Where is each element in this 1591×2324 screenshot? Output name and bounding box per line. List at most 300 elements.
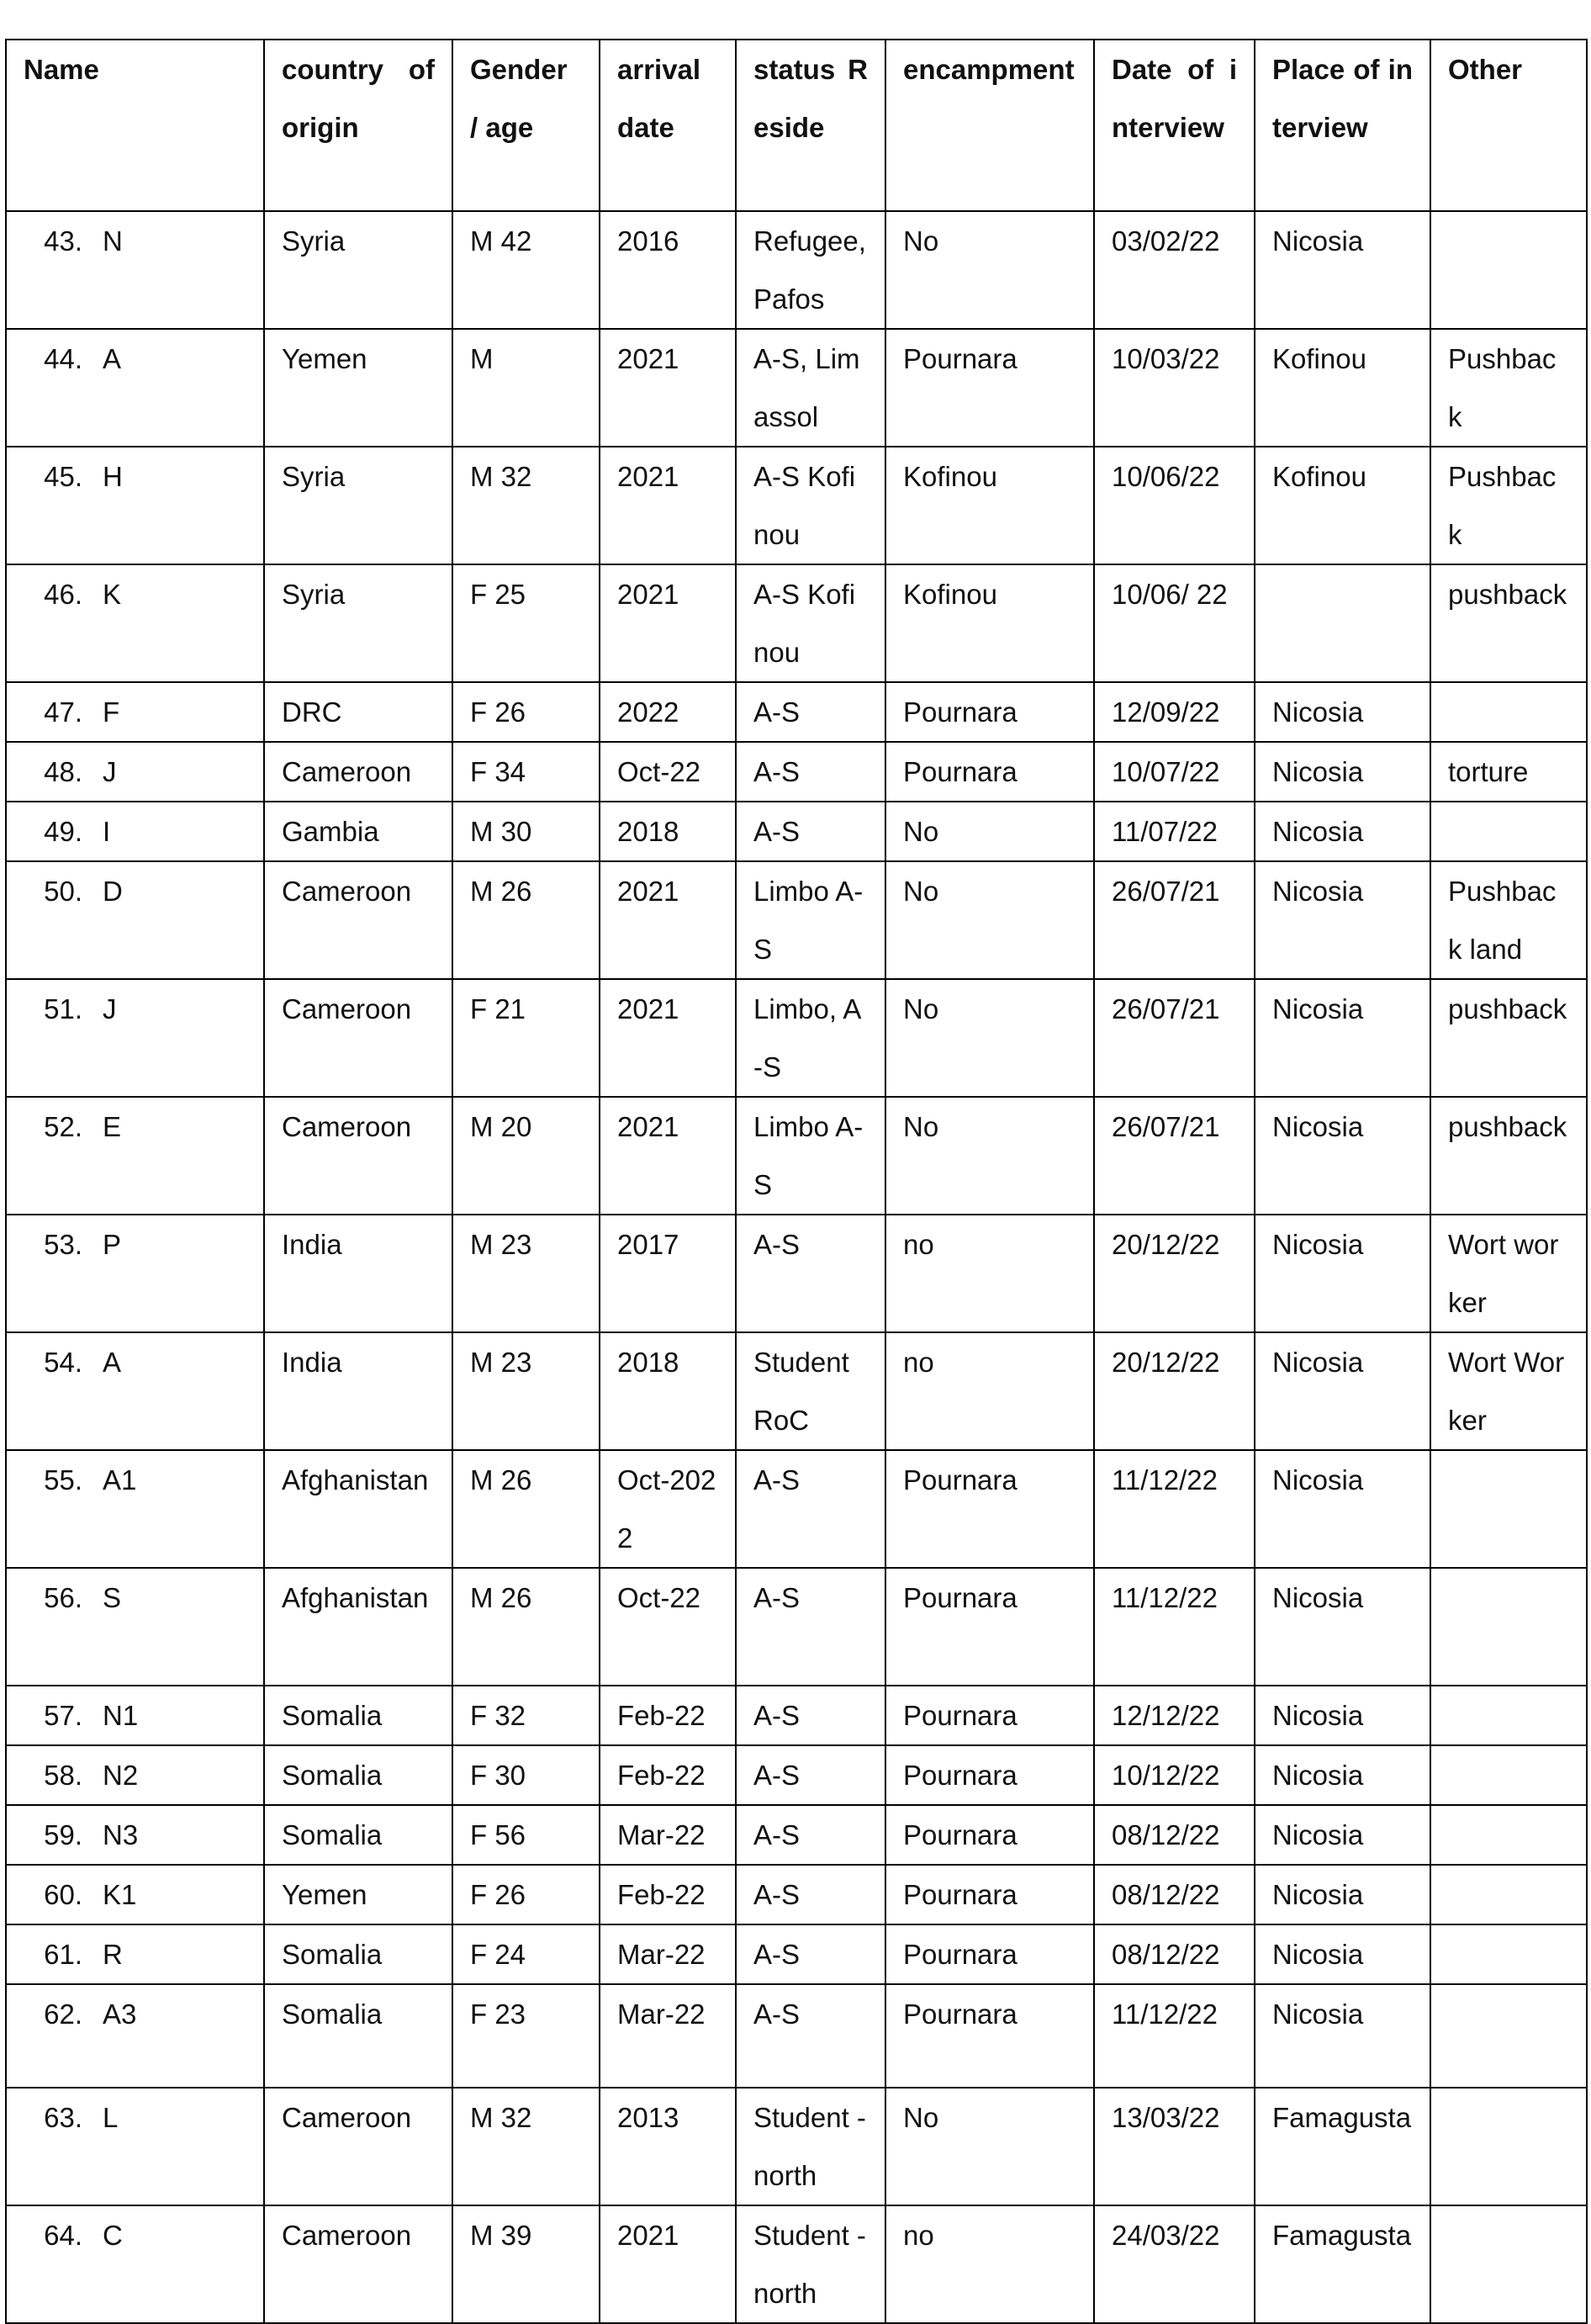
country-value: Gambia <box>282 816 379 847</box>
status-value: A-S Kofinou <box>753 579 856 668</box>
participant-name: C <box>103 2220 123 2251</box>
encampment-value: Pournara <box>903 696 1018 728</box>
cell-date-interview <box>1094 564 1255 682</box>
other-value: pushback <box>1448 1111 1567 1142</box>
cell-encampment <box>885 1924 1094 1984</box>
participant-name: J <box>103 756 117 787</box>
cell-place-interview <box>1255 447 1430 564</box>
row-number: 64. <box>44 2220 82 2251</box>
table-row <box>6 1450 1587 1568</box>
cell-encampment <box>885 682 1094 742</box>
country-value: Cameroon <box>282 1111 412 1142</box>
cell-gender-age <box>452 1745 600 1805</box>
gender-age-value: F 21 <box>470 993 526 1024</box>
participant-name: I <box>103 816 111 847</box>
cell-name <box>6 1568 264 1686</box>
encampment-value: Pournara <box>903 1464 1018 1496</box>
cell-name <box>6 802 264 861</box>
status-value: A-S <box>753 1229 801 1260</box>
country-value: Somalia <box>282 1760 383 1791</box>
row-number: 63. <box>44 2102 82 2133</box>
place-interview-value: Nicosia <box>1272 1700 1364 1731</box>
country-value: DRC <box>282 696 342 728</box>
cell-arrival <box>600 861 736 979</box>
encampment-value: Pournara <box>903 756 1018 787</box>
place-interview-value: Nicosia <box>1272 1760 1364 1791</box>
encampment-value: Pournara <box>903 1582 1018 1613</box>
country-value: Afghanistan <box>282 1582 429 1613</box>
other-value: pushback <box>1448 579 1567 610</box>
arrival-value: Mar-22 <box>617 1819 706 1850</box>
cell-other <box>1430 1097 1587 1215</box>
table-row <box>6 1097 1587 1215</box>
cell-other <box>1430 682 1587 742</box>
status-value: Limbo A-S <box>753 1111 864 1200</box>
gender-age-value: M 32 <box>470 461 532 492</box>
cell-encampment <box>885 861 1094 979</box>
status-value: Student - north <box>753 2220 875 2309</box>
cell-other <box>1430 329 1587 447</box>
cell-gender-age <box>452 2088 600 2205</box>
gender-age-value: M <box>470 343 494 374</box>
row-number: 53. <box>44 1229 82 1260</box>
cell-arrival <box>600 2205 736 2323</box>
arrival-value: Mar-22 <box>617 1998 706 2030</box>
table-row <box>6 447 1587 564</box>
cell-date-interview <box>1094 802 1255 861</box>
table-row <box>6 1332 1587 1450</box>
participant-name: A3 <box>103 1998 137 2030</box>
table-row <box>6 2088 1587 2205</box>
cell-country <box>264 742 452 802</box>
cell-country <box>264 329 452 447</box>
other-value: Wort worker <box>1448 1229 1559 1318</box>
row-number: 60. <box>44 1879 82 1910</box>
other-value: Wort Worker <box>1448 1347 1565 1436</box>
country-value: Afghanistan <box>282 1464 429 1496</box>
cell-other <box>1430 1215 1587 1332</box>
encampment-value: No <box>903 993 939 1024</box>
cell-other <box>1430 1745 1587 1805</box>
cell-other <box>1430 1332 1587 1450</box>
cell-date-interview <box>1094 1984 1255 2088</box>
cell-country <box>264 1745 452 1805</box>
date-interview-value: 20/12/22 <box>1112 1229 1220 1260</box>
cell-arrival <box>600 1568 736 1686</box>
place-interview-value: Nicosia <box>1272 1998 1364 2030</box>
country-value: Cameroon <box>282 993 412 1024</box>
cell-arrival <box>600 1686 736 1745</box>
table-row <box>6 979 1587 1097</box>
cell-date-interview <box>1094 1686 1255 1745</box>
encampment-value: Pournara <box>903 1700 1018 1731</box>
cell-gender-age <box>452 2205 600 2323</box>
row-number: 55. <box>44 1464 82 1496</box>
arrival-value: 2018 <box>617 816 679 847</box>
cell-other <box>1430 861 1587 979</box>
place-interview-value: Nicosia <box>1272 876 1364 907</box>
place-interview-value: Kofinou <box>1272 461 1366 492</box>
cell-name <box>6 564 264 682</box>
participant-name: A <box>103 1347 122 1378</box>
place-interview-value: Kofinou <box>1272 343 1366 374</box>
cell-other <box>1430 1805 1587 1865</box>
row-number: 48. <box>44 756 82 787</box>
cell-arrival <box>600 802 736 861</box>
country-value: Syria <box>282 461 346 492</box>
table-row <box>6 802 1587 861</box>
arrival-value: 2013 <box>617 2102 679 2133</box>
cell-gender-age <box>452 1686 600 1745</box>
arrival-value: 2021 <box>617 461 679 492</box>
row-number: 46. <box>44 579 82 610</box>
cell-date-interview <box>1094 1745 1255 1805</box>
cell-arrival <box>600 1924 736 1984</box>
cell-arrival <box>600 329 736 447</box>
cell-status <box>736 742 885 802</box>
status-value: A-S <box>753 1879 801 1910</box>
row-number: 56. <box>44 1582 82 1613</box>
country-value: Somalia <box>282 1998 383 2030</box>
cell-status <box>736 682 885 742</box>
cell-arrival <box>600 682 736 742</box>
date-interview-value: 11/12/22 <box>1112 1582 1218 1613</box>
cell-place-interview <box>1255 682 1430 742</box>
status-value: A-S <box>753 756 801 787</box>
cell-status <box>736 2088 885 2205</box>
participant-name: F <box>103 696 120 728</box>
encampment-value: No <box>903 225 939 257</box>
cell-place-interview <box>1255 1924 1430 1984</box>
cell-status <box>736 1924 885 1984</box>
arrival-value: 2021 <box>617 1111 679 1142</box>
arrival-value: Feb-22 <box>617 1879 706 1910</box>
cell-other <box>1430 2205 1587 2323</box>
header-other: Other <box>1430 40 1587 211</box>
place-interview-value: Nicosia <box>1272 696 1364 728</box>
cell-date-interview <box>1094 1865 1255 1924</box>
other-value: Pushback land <box>1448 876 1557 965</box>
cell-country <box>264 1097 452 1215</box>
gender-age-value: F 25 <box>470 579 526 610</box>
gender-age-value: M 23 <box>470 1347 532 1378</box>
cell-name <box>6 979 264 1097</box>
cell-name <box>6 329 264 447</box>
place-interview-value: Famagusta <box>1272 2220 1412 2251</box>
cell-gender-age <box>452 1097 600 1215</box>
gender-age-value: M 30 <box>470 816 532 847</box>
encampment-value: No <box>903 2102 939 2133</box>
gender-age-value: F 23 <box>470 1998 526 2030</box>
date-interview-value: 26/07/21 <box>1112 993 1220 1024</box>
header-date-interview: Date of interview <box>1094 40 1255 211</box>
encampment-value: no <box>903 2220 934 2251</box>
participant-name: A <box>103 343 122 374</box>
cell-arrival <box>600 1215 736 1332</box>
cell-encampment <box>885 211 1094 329</box>
arrival-value: 2021 <box>617 579 679 610</box>
table-row <box>6 2205 1587 2323</box>
cell-encampment <box>885 1097 1094 1215</box>
table-row <box>6 861 1587 979</box>
encampment-value: Pournara <box>903 1939 1018 1970</box>
cell-encampment <box>885 1805 1094 1865</box>
date-interview-value: 12/09/22 <box>1112 696 1220 728</box>
cell-arrival <box>600 979 736 1097</box>
row-number: 57. <box>44 1700 82 1731</box>
cell-date-interview <box>1094 682 1255 742</box>
cell-gender-age <box>452 1450 600 1568</box>
cell-date-interview <box>1094 1805 1255 1865</box>
cell-status <box>736 1568 885 1686</box>
status-value: Refugee, Pafos <box>753 225 875 315</box>
table-row <box>6 329 1587 447</box>
row-number: 49. <box>44 816 82 847</box>
cell-arrival <box>600 1984 736 2088</box>
cell-country <box>264 1686 452 1745</box>
date-interview-value: 10/07/22 <box>1112 756 1220 787</box>
date-interview-value: 26/07/21 <box>1112 876 1220 907</box>
cell-encampment <box>885 447 1094 564</box>
country-value: Somalia <box>282 1939 383 1970</box>
cell-gender-age <box>452 1865 600 1924</box>
cell-status <box>736 564 885 682</box>
row-number: 45. <box>44 461 82 492</box>
cell-place-interview <box>1255 211 1430 329</box>
cell-gender-age <box>452 1332 600 1450</box>
cell-other <box>1430 802 1587 861</box>
cell-status <box>736 802 885 861</box>
status-value: A-S <box>753 696 801 728</box>
country-value: Somalia <box>282 1700 383 1731</box>
header-encampment: encampment <box>885 40 1094 211</box>
cell-status <box>736 1686 885 1745</box>
encampment-value: Pournara <box>903 343 1018 374</box>
cell-country <box>264 979 452 1097</box>
table-row <box>6 1745 1587 1805</box>
country-value: India <box>282 1229 342 1260</box>
cell-arrival <box>600 564 736 682</box>
cell-encampment <box>885 1332 1094 1450</box>
cell-date-interview <box>1094 2088 1255 2205</box>
cell-place-interview <box>1255 1984 1430 2088</box>
cell-other <box>1430 2088 1587 2205</box>
row-number: 51. <box>44 993 82 1024</box>
cell-arrival <box>600 1097 736 1215</box>
cell-name <box>6 1865 264 1924</box>
cell-country <box>264 1805 452 1865</box>
cell-place-interview <box>1255 1686 1430 1745</box>
cell-country <box>264 1865 452 1924</box>
date-interview-value: 11/12/22 <box>1112 1998 1218 2030</box>
cell-encampment <box>885 2205 1094 2323</box>
other-value: Pushback <box>1448 343 1557 432</box>
cell-date-interview <box>1094 1450 1255 1568</box>
cell-status <box>736 1215 885 1332</box>
place-interview-value: Nicosia <box>1272 816 1364 847</box>
cell-date-interview <box>1094 329 1255 447</box>
cell-status <box>736 1984 885 2088</box>
status-value: Limbo A-S <box>753 876 864 965</box>
row-number: 58. <box>44 1760 82 1791</box>
cell-country <box>264 564 452 682</box>
gender-age-value: F 32 <box>470 1700 526 1731</box>
cell-name <box>6 2088 264 2205</box>
cell-place-interview <box>1255 2205 1430 2323</box>
cell-encampment <box>885 1215 1094 1332</box>
date-interview-value: 08/12/22 <box>1112 1879 1220 1910</box>
cell-date-interview <box>1094 742 1255 802</box>
participant-name: S <box>103 1582 122 1613</box>
arrival-value: 2021 <box>617 876 679 907</box>
place-interview-value: Nicosia <box>1272 1111 1364 1142</box>
cell-country <box>264 861 452 979</box>
encampment-value: No <box>903 1111 939 1142</box>
encampment-value: Pournara <box>903 1819 1018 1850</box>
participant-name: N2 <box>103 1760 139 1791</box>
table-row <box>6 1215 1587 1332</box>
cell-place-interview <box>1255 979 1430 1097</box>
cell-place-interview <box>1255 1450 1430 1568</box>
cell-other <box>1430 1450 1587 1568</box>
gender-age-value: F 26 <box>470 1879 526 1910</box>
cell-other <box>1430 447 1587 564</box>
table-row <box>6 682 1587 742</box>
place-interview-value: Nicosia <box>1272 993 1364 1024</box>
cell-encampment <box>885 802 1094 861</box>
place-interview-value: Nicosia <box>1272 756 1364 787</box>
arrival-value: Feb-22 <box>617 1760 706 1791</box>
status-value: A-S <box>753 1582 801 1613</box>
arrival-value: 2017 <box>617 1229 679 1260</box>
cell-date-interview <box>1094 1097 1255 1215</box>
date-interview-value: 11/07/22 <box>1112 816 1218 847</box>
country-value: Syria <box>282 579 346 610</box>
country-value: Yemen <box>282 1879 367 1910</box>
encampment-value: no <box>903 1347 934 1378</box>
cell-name <box>6 1332 264 1450</box>
cell-name <box>6 1215 264 1332</box>
country-value: Cameroon <box>282 2102 412 2133</box>
cell-other <box>1430 564 1587 682</box>
cell-status <box>736 861 885 979</box>
cell-status <box>736 1450 885 1568</box>
cell-arrival <box>600 1745 736 1805</box>
cell-name <box>6 211 264 329</box>
cell-arrival <box>600 1805 736 1865</box>
cell-encampment <box>885 979 1094 1097</box>
cell-country <box>264 802 452 861</box>
cell-country <box>264 211 452 329</box>
arrival-value: 2016 <box>617 225 679 257</box>
cell-place-interview <box>1255 742 1430 802</box>
cell-arrival <box>600 2088 736 2205</box>
cell-gender-age <box>452 1215 600 1332</box>
country-value: Cameroon <box>282 2220 412 2251</box>
arrival-value: Oct-2022 <box>617 1464 716 1554</box>
participant-name: P <box>103 1229 122 1260</box>
cell-arrival <box>600 742 736 802</box>
row-number: 47. <box>44 696 82 728</box>
country-value: India <box>282 1347 342 1378</box>
arrival-value: Oct-22 <box>617 1582 701 1613</box>
gender-age-value: F 26 <box>470 696 526 728</box>
cell-other <box>1430 1686 1587 1745</box>
participant-name: A1 <box>103 1464 137 1496</box>
cell-gender-age <box>452 1568 600 1686</box>
participant-name: N <box>103 225 123 257</box>
cell-status <box>736 447 885 564</box>
arrival-value: 2022 <box>617 696 679 728</box>
encampment-value: no <box>903 1229 934 1260</box>
cell-gender-age <box>452 447 600 564</box>
row-number: 44. <box>44 343 82 374</box>
cell-arrival <box>600 1865 736 1924</box>
cell-country <box>264 1450 452 1568</box>
arrival-value: 2021 <box>617 2220 679 2251</box>
cell-name <box>6 1984 264 2088</box>
table-row <box>6 1805 1587 1865</box>
cell-place-interview <box>1255 1332 1430 1450</box>
cell-gender-age <box>452 979 600 1097</box>
cell-encampment <box>885 329 1094 447</box>
row-number: 52. <box>44 1111 82 1142</box>
country-value: Syria <box>282 225 346 257</box>
table-row <box>6 211 1587 329</box>
cell-gender-age <box>452 329 600 447</box>
arrival-value: 2021 <box>617 993 679 1024</box>
cell-status <box>736 1865 885 1924</box>
place-interview-value: Nicosia <box>1272 1229 1364 1260</box>
arrival-value: Feb-22 <box>617 1700 706 1731</box>
cell-name <box>6 2205 264 2323</box>
row-number: 62. <box>44 1998 82 2030</box>
cell-place-interview <box>1255 1215 1430 1332</box>
cell-arrival <box>600 1450 736 1568</box>
cell-encampment <box>885 1686 1094 1745</box>
participant-name: L <box>103 2102 119 2133</box>
date-interview-value: 10/12/22 <box>1112 1760 1220 1791</box>
cell-place-interview <box>1255 1805 1430 1865</box>
status-value: A-S <box>753 1819 801 1850</box>
table-row <box>6 1984 1587 2088</box>
cell-name <box>6 861 264 979</box>
gender-age-value: F 34 <box>470 756 526 787</box>
encampment-value: Kofinou <box>903 461 997 492</box>
status-value: Student RoC <box>753 1347 857 1436</box>
table-body <box>6 211 1587 2323</box>
gender-age-value: M 26 <box>470 876 532 907</box>
interview-table <box>5 39 1588 2324</box>
cell-arrival <box>600 211 736 329</box>
cell-other <box>1430 1568 1587 1686</box>
cell-date-interview <box>1094 447 1255 564</box>
arrival-value: Mar-22 <box>617 1939 706 1970</box>
cell-country <box>264 447 452 564</box>
gender-age-value: F 30 <box>470 1760 526 1791</box>
cell-country <box>264 2088 452 2205</box>
other-value: pushback <box>1448 993 1567 1024</box>
encampment-value: Kofinou <box>903 579 997 610</box>
status-value: A-S <box>753 1464 801 1496</box>
place-interview-value: Nicosia <box>1272 1464 1364 1496</box>
country-value: Cameroon <box>282 876 412 907</box>
status-value: A-S <box>753 1939 801 1970</box>
encampment-value: Pournara <box>903 1879 1018 1910</box>
cell-name <box>6 1805 264 1865</box>
encampment-value: No <box>903 876 939 907</box>
table-header-row <box>6 40 1587 211</box>
